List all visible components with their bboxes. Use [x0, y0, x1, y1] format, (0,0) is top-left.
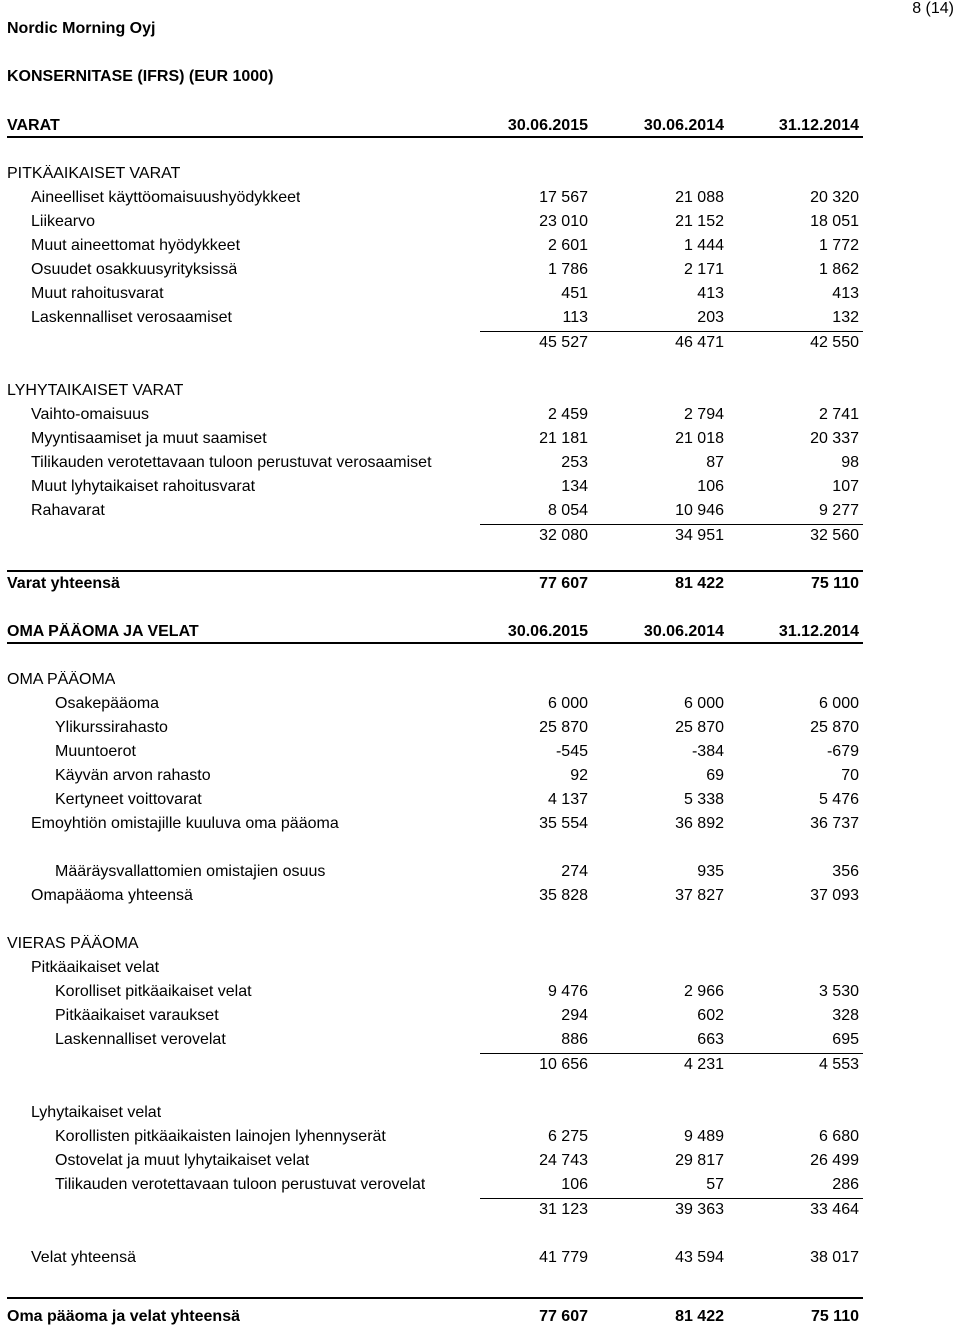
row-value: 36 892 [675, 815, 724, 832]
row-value: 92 [570, 767, 588, 784]
row-value: 21 181 [539, 430, 588, 447]
row-label: VIERAS PÄÄOMA [7, 935, 139, 952]
table-row [0, 791, 862, 813]
row-label: LYHYTAIKAISET VARAT [7, 382, 184, 399]
row-label: Liikearvo [31, 213, 96, 230]
row-label: Oma pääoma ja velat yhteensä [7, 1308, 240, 1325]
section-heading [0, 165, 862, 187]
row-value: 42 550 [810, 334, 859, 351]
row-value: 38 017 [810, 1249, 859, 1266]
header-divider [7, 136, 863, 138]
row-value: 17 567 [539, 189, 588, 206]
subtotal-row [0, 527, 862, 549]
row-label: Vaihto-omaisuus [31, 406, 149, 423]
table-row [0, 309, 862, 331]
row-value: 1 444 [683, 237, 724, 254]
row-label: Laskennalliset verosaamiset [31, 309, 232, 326]
row-value: 328 [832, 1007, 859, 1024]
row-value: 602 [697, 1007, 724, 1024]
row-value: 2 171 [683, 261, 724, 278]
total-divider [7, 1297, 863, 1299]
row-label: PITKÄAIKAISET VARAT [7, 165, 181, 182]
row-value: 6 000 [818, 695, 859, 712]
row-label: Muut rahoitusvarat [31, 285, 164, 302]
row-label: Kertyneet voittovarat [55, 791, 202, 808]
row-value: 107 [832, 478, 859, 495]
table-row [0, 261, 862, 283]
table-row [0, 1128, 862, 1150]
subsection-heading [0, 1104, 862, 1126]
row-value: 1 786 [547, 261, 588, 278]
row-value: 886 [561, 1031, 588, 1048]
row-value: 32 560 [810, 527, 859, 544]
row-value: 30.06.2015 [507, 623, 588, 640]
subtotal-divider [480, 331, 863, 332]
subtotal-divider [480, 524, 863, 525]
row-value: 26 499 [810, 1152, 859, 1169]
row-label: Velat yhteensä [31, 1249, 136, 1266]
row-value: 21 018 [675, 430, 724, 447]
row-value: 31.12.2014 [778, 117, 859, 134]
row-value: 6 680 [818, 1128, 859, 1145]
row-value: -679 [826, 743, 859, 760]
row-value: 98 [841, 454, 859, 471]
grand-total-row [0, 1308, 862, 1330]
row-label: Emoyhtiön omistajille kuuluva oma pääoma [31, 815, 339, 832]
equity-total-row [0, 887, 862, 909]
row-value: 30.06.2014 [643, 623, 724, 640]
row-label: Korolliset pitkäaikaiset velat [55, 983, 252, 1000]
row-value: 356 [832, 863, 859, 880]
row-value: 35 554 [539, 815, 588, 832]
row-value: 46 471 [675, 334, 724, 351]
row-label: Tilikauden verotettavaan tuloon perustuvat verosaamiset [31, 454, 432, 471]
row-value: 3 530 [818, 983, 859, 1000]
row-value: 113 [562, 309, 588, 326]
row-value: 4 137 [547, 791, 588, 808]
row-value: 32 080 [539, 527, 588, 544]
table-row [0, 767, 862, 789]
row-value: 81 422 [675, 575, 724, 592]
row-value: 70 [841, 767, 859, 784]
row-label: Osuudet osakkuusyrityksissä [31, 261, 238, 278]
row-value: 451 [561, 285, 588, 302]
subtotal-row [0, 1201, 862, 1223]
row-value: 10 656 [539, 1056, 588, 1073]
row-value: 695 [832, 1031, 859, 1048]
parent-equity-row [0, 815, 862, 837]
row-value: 30.06.2015 [507, 117, 588, 134]
row-value: 8 054 [547, 502, 588, 519]
row-value: 10 946 [675, 502, 724, 519]
row-value: 69 [706, 767, 724, 784]
header-divider [7, 642, 863, 644]
row-value: 286 [832, 1176, 859, 1193]
row-value: -545 [555, 743, 588, 760]
table-row [0, 743, 862, 765]
row-label: Myyntisaamiset ja muut saamiset [31, 430, 267, 447]
row-value: 203 [697, 309, 724, 326]
row-value: -384 [691, 743, 724, 760]
row-value: 29 817 [675, 1152, 724, 1169]
row-label: Omapääoma yhteensä [31, 887, 193, 904]
table-row [0, 454, 862, 476]
row-value: 5 476 [818, 791, 859, 808]
table-row [0, 502, 862, 524]
row-value: 23 010 [539, 213, 588, 230]
row-label: Korollisten pitkäaikaisten lainojen lyhennyserät [55, 1128, 386, 1145]
row-label: OMA PÄÄOMA JA VELAT [7, 623, 199, 640]
row-label: Muut aineettomat hyödykkeet [31, 237, 241, 254]
row-value: 2 601 [547, 237, 588, 254]
total-divider [7, 570, 863, 572]
page-number: 8 (14) [912, 0, 954, 17]
report-title: KONSERNITASE (IFRS) (EUR 1000) [7, 68, 274, 85]
section-heading [0, 382, 862, 404]
row-value: 36 737 [810, 815, 859, 832]
row-value: 25 870 [810, 719, 859, 736]
subsection-heading [0, 959, 862, 981]
row-value: 2 966 [683, 983, 724, 1000]
table-row [0, 430, 862, 452]
row-label: Pitkäaikaiset velat [31, 959, 160, 976]
row-value: 4 231 [683, 1056, 724, 1073]
row-value: 33 464 [810, 1201, 859, 1218]
row-value: 81 422 [675, 1308, 724, 1325]
company-name: Nordic Morning Oyj [7, 20, 156, 37]
row-value: 87 [706, 454, 724, 471]
row-value: 20 320 [810, 189, 859, 206]
row-label: Muut lyhytaikaiset rahoitusvarat [31, 478, 256, 495]
table-row [0, 285, 862, 307]
row-label: Määräysvallattomien omistajien osuus [55, 863, 326, 880]
subtotal-divider [480, 1198, 863, 1199]
row-label: Tilikauden verotettavaan tuloon perustuvat verovelat [55, 1176, 426, 1193]
row-value: 6 000 [547, 695, 588, 712]
row-value: 6 275 [547, 1128, 588, 1145]
row-value: 35 828 [539, 887, 588, 904]
row-value: 274 [561, 863, 588, 880]
row-value: 24 743 [539, 1152, 588, 1169]
row-value: 75 110 [810, 575, 859, 592]
row-label: Rahavarat [31, 502, 105, 519]
row-value: 77 607 [539, 1308, 588, 1325]
table-row [0, 406, 862, 428]
row-label: Pitkäaikaiset varaukset [55, 1007, 219, 1024]
table-row [0, 478, 862, 500]
row-value: 253 [561, 454, 588, 471]
row-value: 57 [706, 1176, 724, 1193]
row-value: 6 000 [683, 695, 724, 712]
table-row [0, 213, 862, 235]
row-value: 45 527 [539, 334, 588, 351]
row-value: 9 476 [547, 983, 588, 1000]
row-label: Lyhytaikaiset velat [31, 1104, 162, 1121]
row-label: Käyvän arvon rahasto [55, 767, 211, 784]
row-value: 39 363 [675, 1201, 724, 1218]
subtotal-row [0, 334, 862, 356]
table-row [0, 237, 862, 259]
table-row [0, 1152, 862, 1174]
section-heading [0, 935, 862, 957]
row-value: 1 772 [818, 237, 859, 254]
row-value: 37 827 [675, 887, 724, 904]
row-value: 75 110 [810, 1308, 859, 1325]
row-value: 18 051 [810, 213, 859, 230]
row-value: 21 152 [675, 213, 724, 230]
section-heading [0, 671, 862, 693]
row-label: Varat yhteensä [7, 575, 120, 592]
row-value: 31 123 [539, 1201, 588, 1218]
row-value: 41 779 [539, 1249, 588, 1266]
row-value: 34 951 [675, 527, 724, 544]
row-label: Laskennalliset verovelat [55, 1031, 226, 1048]
row-value: 30.06.2014 [643, 117, 724, 134]
row-value: 9 489 [683, 1128, 724, 1145]
row-value: 43 594 [675, 1249, 724, 1266]
row-value: 2 741 [818, 406, 859, 423]
assets-total-row [0, 575, 862, 597]
row-label: Osakepääoma [55, 695, 160, 712]
row-value: 77 607 [539, 575, 588, 592]
row-value: 413 [832, 285, 859, 302]
row-value: 413 [697, 285, 724, 302]
row-value: 2 794 [683, 406, 724, 423]
row-value: 4 553 [818, 1056, 859, 1073]
table-row [0, 719, 862, 741]
row-value: 21 088 [675, 189, 724, 206]
table-row [0, 1176, 862, 1198]
row-value: 20 337 [810, 430, 859, 447]
row-label: VARAT [7, 117, 60, 134]
row-label: OMA PÄÄOMA [7, 671, 116, 688]
subtotal-divider [480, 1053, 863, 1054]
row-value: 1 862 [818, 261, 859, 278]
row-value: 132 [832, 309, 859, 326]
debt-total-row [0, 1249, 862, 1271]
row-value: 134 [561, 478, 588, 495]
row-value: 663 [697, 1031, 724, 1048]
table-row [0, 983, 862, 1005]
row-value: 37 093 [810, 887, 859, 904]
row-value: 2 459 [547, 406, 588, 423]
row-value: 25 870 [539, 719, 588, 736]
row-value: 31.12.2014 [778, 623, 859, 640]
row-label: Aineelliset käyttöomaisuushyödykkeet [31, 189, 301, 206]
table-row [0, 1007, 862, 1029]
row-value: 9 277 [818, 502, 859, 519]
row-value: 25 870 [675, 719, 724, 736]
row-value: 106 [561, 1176, 588, 1193]
row-value: 294 [561, 1007, 588, 1024]
minority-row [0, 863, 862, 885]
subtotal-row [0, 1056, 862, 1078]
table-row [0, 189, 862, 211]
row-label: Ostovelat ja muut lyhytaikaiset velat [55, 1152, 310, 1169]
row-label: Muuntoerot [55, 743, 136, 760]
row-value: 5 338 [683, 791, 724, 808]
table-row [0, 1031, 862, 1053]
row-value: 106 [697, 478, 724, 495]
table-row [0, 695, 862, 717]
row-label: Ylikurssirahasto [55, 719, 168, 736]
row-value: 935 [697, 863, 724, 880]
